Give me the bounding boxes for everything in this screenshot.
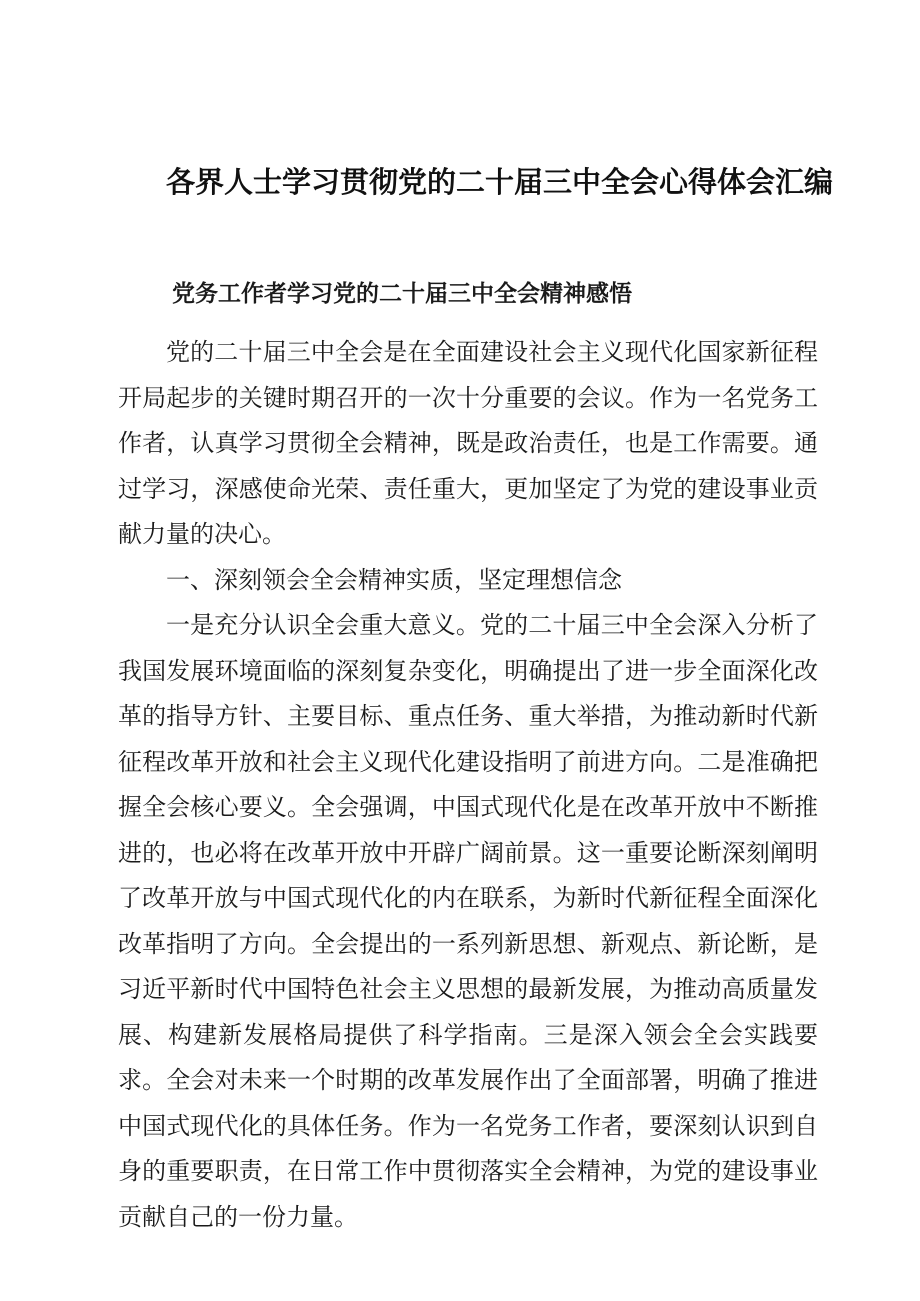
article-body [118,330,818,1240]
body-paragraph-intro: 党的二十届三中全会是在全面建设社会主义现代化国家新征程开局起步的关键时期召开的一次十分重要的会议。作为一名党务工作者，认真学习贯彻全会精神，既是政治责任，也是工作需要。通过学习，深感使命光荣、责任重大，更加坚定了为党的建设事业贡献力量的决心。 [118,338,818,548]
body-paragraph-section-one: 一是充分认识全会重大意义。党的二十届三中全会深入分析了我国发展环境面临的深刻复杂变化，明确提出了进一步全面深化改革的指导方针、主要目标、重点任务、重大举措，为推动新时代新征程改革开放和社会主义现代化建设指明了前进方向。二是准确把握全会核心要义。全会强调，中国式现代化是在改革开放中不断推进的，也必将在改革开放中开辟广阔前景。这一重要论断深刻阐明了改革开放与中国式现代化的内在联系，为新时代新征程全面深化改革指明了方向。全会提出的一系列新思想、新观点、新论断，是习近平新时代中国特色社会主义思想的最新发展，为推动高质量发展、构建新发展格局提供了科学指南。三是深入领会全会实践要求。全会对未来一个时期的改革发展作出了全面部署，明确了推进中国式现代化的具体任务。作为一名党务工作者，要深刻认识到自身的重要职责，在日常工作中贯彻落实全会精神，为党的建设事业贡献自己的一份力量。 [118,611,818,1231]
document-title: 各界人士学习贯彻党的二十届三中全会心得体会汇编 [166,165,834,199]
section-heading: 一、深刻领会全会精神实质，坚定理想信念 [166,565,622,594]
article-subtitle: 党务工作者学习党的二十届三中全会精神感悟 [172,280,632,307]
